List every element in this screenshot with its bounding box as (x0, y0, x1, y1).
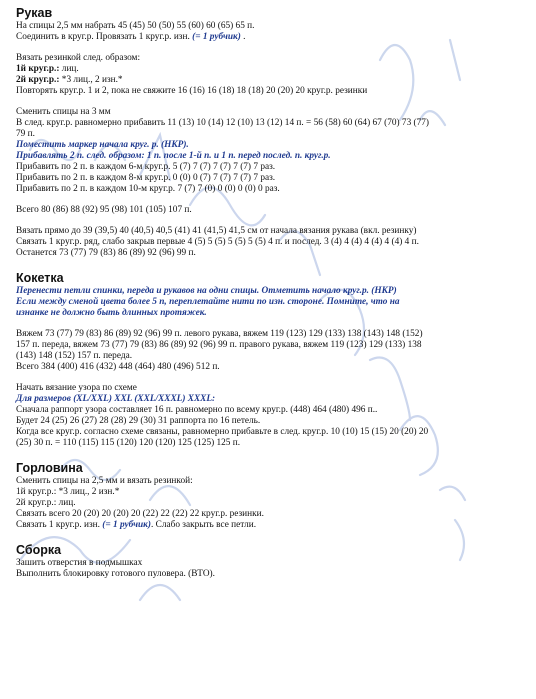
text-line (16, 53, 522, 64)
text-run: Выполнить блокировку готового пуловера. (ВТО). (16, 569, 215, 579)
text-run: 1й круг.р.: *3 лиц., 2 изн.* (16, 487, 120, 497)
text-run: Если между сменой цвета более 5 п, переплетайте нити по изн. стороне. Помните, что на (16, 297, 400, 307)
text-line (16, 140, 522, 151)
section-title: Горловина (16, 461, 83, 475)
text-line (16, 248, 522, 259)
text-run: Будет 24 (25) 26 (27) 28 (28) 29 (30) 31 раппорта по 16 петель. (16, 416, 261, 426)
text-line (16, 129, 522, 140)
text-line (16, 476, 522, 487)
text-line (16, 173, 522, 184)
text-run: Связать всего 20 (20) 20 (20) 20 (22) 22 (22) 22 круг.р. резинки. (16, 509, 264, 519)
text-run: 2й круг.р.: (16, 75, 60, 85)
text-run: изнанке не должно быть длинных протяжек. (16, 308, 207, 318)
text-line (16, 205, 522, 216)
text-line (16, 569, 522, 580)
section-koketka (16, 271, 522, 449)
text-run: Всего 80 (86) 88 (92) 95 (98) 101 (105) 107 п. (16, 205, 192, 215)
text-line (16, 351, 522, 362)
text-line (16, 416, 522, 427)
text-run: Прибавить по 2 п. в каждом 10-м круг.р. 7 (7) 7 (0) 0 (0) 0 (0) 0 раз. (16, 184, 280, 194)
paragraph-gap (16, 373, 522, 383)
text-run: Перенести петли спинки, переда и рукавов на одни спицы. Отметить начало круг.р. (НКР) (16, 286, 397, 296)
text-line (16, 107, 522, 118)
text-run: Всего 384 (400) 416 (432) 448 (464) 480 (496) 512 п. (16, 362, 220, 372)
text-line (16, 86, 522, 97)
text-line (16, 32, 522, 43)
text-run: (25) 30 п. = 110 (115) 115 (120) 120 (120) 125 (125) 125 п. (16, 438, 241, 448)
text-run: Поместить маркер начала круг. р. (НКР). (16, 140, 189, 150)
text-run: (= 1 рубчик) (102, 520, 151, 530)
text-run: 2й круг.р.: лиц. (16, 498, 76, 508)
paragraph-gap (16, 97, 522, 107)
text-line (16, 162, 522, 173)
text-line (16, 405, 522, 416)
text-run: Связать 1 круг.р. ряд, слабо закрыв первые 4 (5) 5 (5) 5 (5) 5 (5) 4 п. и послед. 3 (4) 4 (4) 4 (4) 4 (4) 4 п. (16, 237, 419, 247)
text-run: Сначала раппорт узора составляет 16 п. равномерно по всему круг.р. (448) 464 (480) 496 п.. (16, 405, 378, 415)
section-spacer (16, 449, 522, 461)
text-line (16, 118, 522, 129)
section-title: Сборка (16, 543, 62, 557)
text-run: На спицы 2,5 мм набрать 45 (45) 50 (50) 55 (60) 60 (65) 65 п. (16, 21, 255, 31)
section-rukav (16, 6, 522, 259)
text-run: Для размеров (XL/XXL) XXL (XXL/XXXL) XXXL: (16, 394, 216, 404)
text-run: Останется 73 (77) 79 (83) 86 (89) 92 (96) 99 п. (16, 248, 196, 258)
text-run: Прибавлять 2 п. след. образом: 1 п. после 1-й п. и 1 п. перед послед. п. круг.р. (16, 151, 331, 161)
document-body (16, 6, 522, 580)
text-run: Вязать прямо до 39 (39,5) 40 (40,5) 40,5 (41) 41 (41,5) 41,5 см от начала вязания рукава (вкл. резинку) (16, 226, 417, 236)
text-run: Повторять круг.р. 1 и 2, пока не свяжите 16 (16) 16 (18) 18 (18) 20 (20) 20 круг.р. резинки (16, 86, 368, 96)
section-spacer (16, 531, 522, 543)
text-line (16, 297, 522, 308)
text-run: . Слабо закрыть все петли. (150, 520, 257, 530)
text-line (16, 520, 522, 531)
text-run: Сменить спицы на 3 мм (16, 107, 111, 117)
text-line (16, 151, 522, 162)
paragraph-gap (16, 319, 522, 329)
text-line (16, 329, 522, 340)
text-line (16, 237, 522, 248)
text-line (16, 362, 522, 373)
paragraph-gap (16, 195, 522, 205)
text-line (16, 64, 522, 75)
text-run: Связать 1 круг.р. изн. (16, 520, 103, 530)
text-run: В след. круг.р. равномерно прибавить 11 (13) 10 (14) 12 (10) 13 (12) 14 п. = 56 (58) 60 (64) 67 (70) 73 (77) (16, 118, 430, 128)
section-title: Рукав (16, 6, 53, 20)
section-spacer (16, 259, 522, 271)
text-run: (143) 148 (152) 157 п. переда. (16, 351, 133, 361)
text-run: Сменить спицы на 2,5 мм и вязать резинкой: (16, 476, 193, 486)
section-gorlovina (16, 461, 522, 531)
text-line (16, 383, 522, 394)
text-line (16, 438, 522, 449)
text-run: 79 п. (16, 129, 35, 139)
section-title: Кокетка (16, 271, 64, 285)
text-run: (= 1 рубчик) (192, 32, 241, 42)
text-run: Вяжем 73 (77) 79 (83) 86 (89) 92 (96) 99 п. левого рукава, вяжем 119 (123) 129 (133) 138 (143) 148 (152) (16, 329, 423, 339)
text-line (16, 286, 522, 297)
text-line (16, 487, 522, 498)
text-line (16, 509, 522, 520)
section-sborka (16, 543, 522, 580)
text-line (16, 21, 522, 32)
text-line (16, 394, 522, 405)
text-run: Прибавить по 2 п. в каждом 8-м круг.р. 0 (0) 0 (7) 7 (7) 7 (7) 7 раз. (16, 173, 276, 183)
text-run: Начать вязание узора по схеме (16, 383, 137, 393)
paragraph-gap (16, 43, 522, 53)
text-run: *3 лиц., 2 изн.* (59, 75, 123, 85)
text-line (16, 558, 522, 569)
text-run: 1й круг.р.: (16, 64, 60, 74)
text-line (16, 427, 522, 438)
text-line (16, 340, 522, 351)
text-run: 157 п. переда, вяжем 73 (77) 79 (83) 86 (89) 92 (96) 99 п. правого рукава, вяжем 119 (123) 129 (133) 138 (16, 340, 422, 350)
text-run: Когда все круг.р. согласно схеме связаны, равномерно прибавьте в след. круг.р. 10 (10) 15 (15) 20 (20) 20 (16, 427, 429, 437)
text-run: Вязать резинкой след. образом: (16, 53, 141, 63)
text-run: Соединить в круг.р. Провязать 1 круг.р. изн. (16, 32, 193, 42)
text-line (16, 498, 522, 509)
text-line (16, 226, 522, 237)
text-line (16, 308, 522, 319)
text-line (16, 184, 522, 195)
text-run: . (240, 32, 246, 42)
text-line (16, 75, 522, 86)
paragraph-gap (16, 216, 522, 226)
text-run: Зашить отверстия в подмышках (16, 558, 143, 568)
text-run: Прибавить по 2 п. в каждом 6-м круг.р. 5 (7) 7 (7) 7 (7) 7 (7) 7 раз. (16, 162, 276, 172)
text-run: лиц. (59, 64, 79, 74)
